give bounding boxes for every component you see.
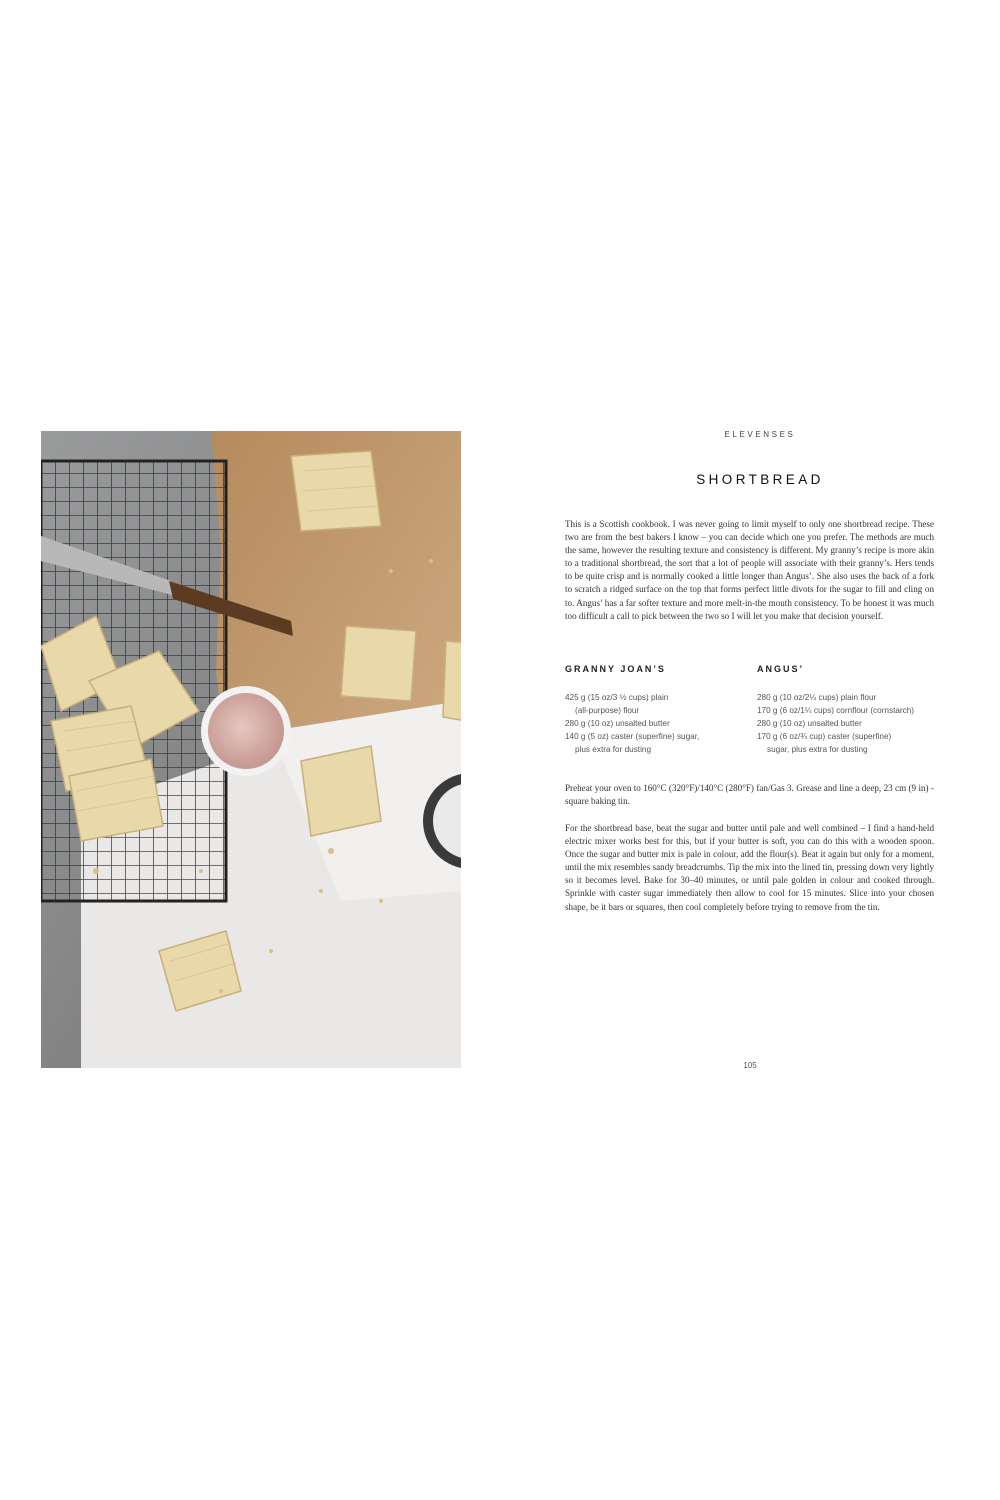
ingredient-item xyxy=(757,691,937,704)
method-step-1: Preheat your oven to 160°C (320°F)/140°C (280°F) fan/Gas 3. Grease and line a deep, 23 cm (9 in) -square baking tin. xyxy=(565,783,934,807)
ingredient-line: 280 g (10 oz/2¼ cups) plain flour xyxy=(757,693,877,702)
ingredient-line-cont: plus extra for dusting xyxy=(575,745,652,754)
ingredient-list-angus xyxy=(757,691,937,756)
ingredient-line-cont: (all-purpose) flour xyxy=(575,706,640,715)
section-label: ELEVENSES xyxy=(724,430,796,439)
shortbread-photo xyxy=(41,431,461,1068)
recipe-heading-granny-joans: GRANNY JOAN’S xyxy=(565,664,666,674)
ingredient-item xyxy=(565,717,745,730)
ingredient-line: 170 g (6 oz/1¼ cups) cornflour (cornstarch) xyxy=(757,706,914,715)
ingredient-item xyxy=(565,730,745,756)
ingredient-line: 425 g (15 oz/3 ½ cups) plain xyxy=(565,693,669,702)
ingredient-item xyxy=(757,717,937,730)
intro-paragraph: This is a Scottish cookbook. I was never going to limit myself to only one shortbread recipe. These two are from the best bakers I know – you can decide which one you prefer. The methods are much the same, however the resulting texture and consistency is different. My granny’s recipe is more akin to a traditional shortbread, the sort that a lot of people will associate with their granny’s. Hers tends to be quite crisp and is normally cooked a little longer than Angus’. She also uses the back of a fork to scratch a ridged surface on the top that forms perfect little divots for the sugar to fill and cling on to. Angus’ has a far softer texture and more melt-in-the mouth consistency. To be honest it was much too difficult a call to pick between the two so I will let you make that decision yourself. xyxy=(565,519,934,621)
ingredient-item xyxy=(757,704,937,717)
ingredient-list-granny-joans xyxy=(565,691,745,756)
method-step-2: For the shortbread base, beat the sugar and butter until pale and well combined – I find a hand-held electric mixer works best for this, but if your butter is soft, you can do this with a wooden spoon. Once the sugar and butter mix is pale in colour, add the flour(s). Beat it again but only for a moment, until the mix resembles sandy breadcrumbs. Tip the mix into the lined tin, pressing down very lightly so it becomes level. Bake for 30–40 minutes, or until pale golden in colour and cooked through. Sprinkle with caster sugar immediately then allow to cool for 15 minutes. Slice into your chosen shape, be it bars or squares, then cool completely before trying to remove from the tin. xyxy=(565,823,934,912)
ingredient-line: 170 g (6 oz/¾ cup) caster (superfine) xyxy=(757,732,892,741)
ingredient-item xyxy=(757,730,937,756)
ingredient-line: 280 g (10 oz) unsalted butter xyxy=(565,719,670,728)
ingredient-line: 280 g (10 oz) unsalted butter xyxy=(757,719,862,728)
ingredient-line: 140 g (5 oz) caster (superfine) sugar, xyxy=(565,732,700,741)
ingredient-line-cont: sugar, plus extra for dusting xyxy=(767,745,868,754)
ingredient-item xyxy=(565,691,745,717)
recipe-title: SHORTBREAD xyxy=(696,472,824,487)
page-number: 105 xyxy=(743,1061,757,1070)
recipe-heading-angus: ANGUS’ xyxy=(757,664,805,674)
